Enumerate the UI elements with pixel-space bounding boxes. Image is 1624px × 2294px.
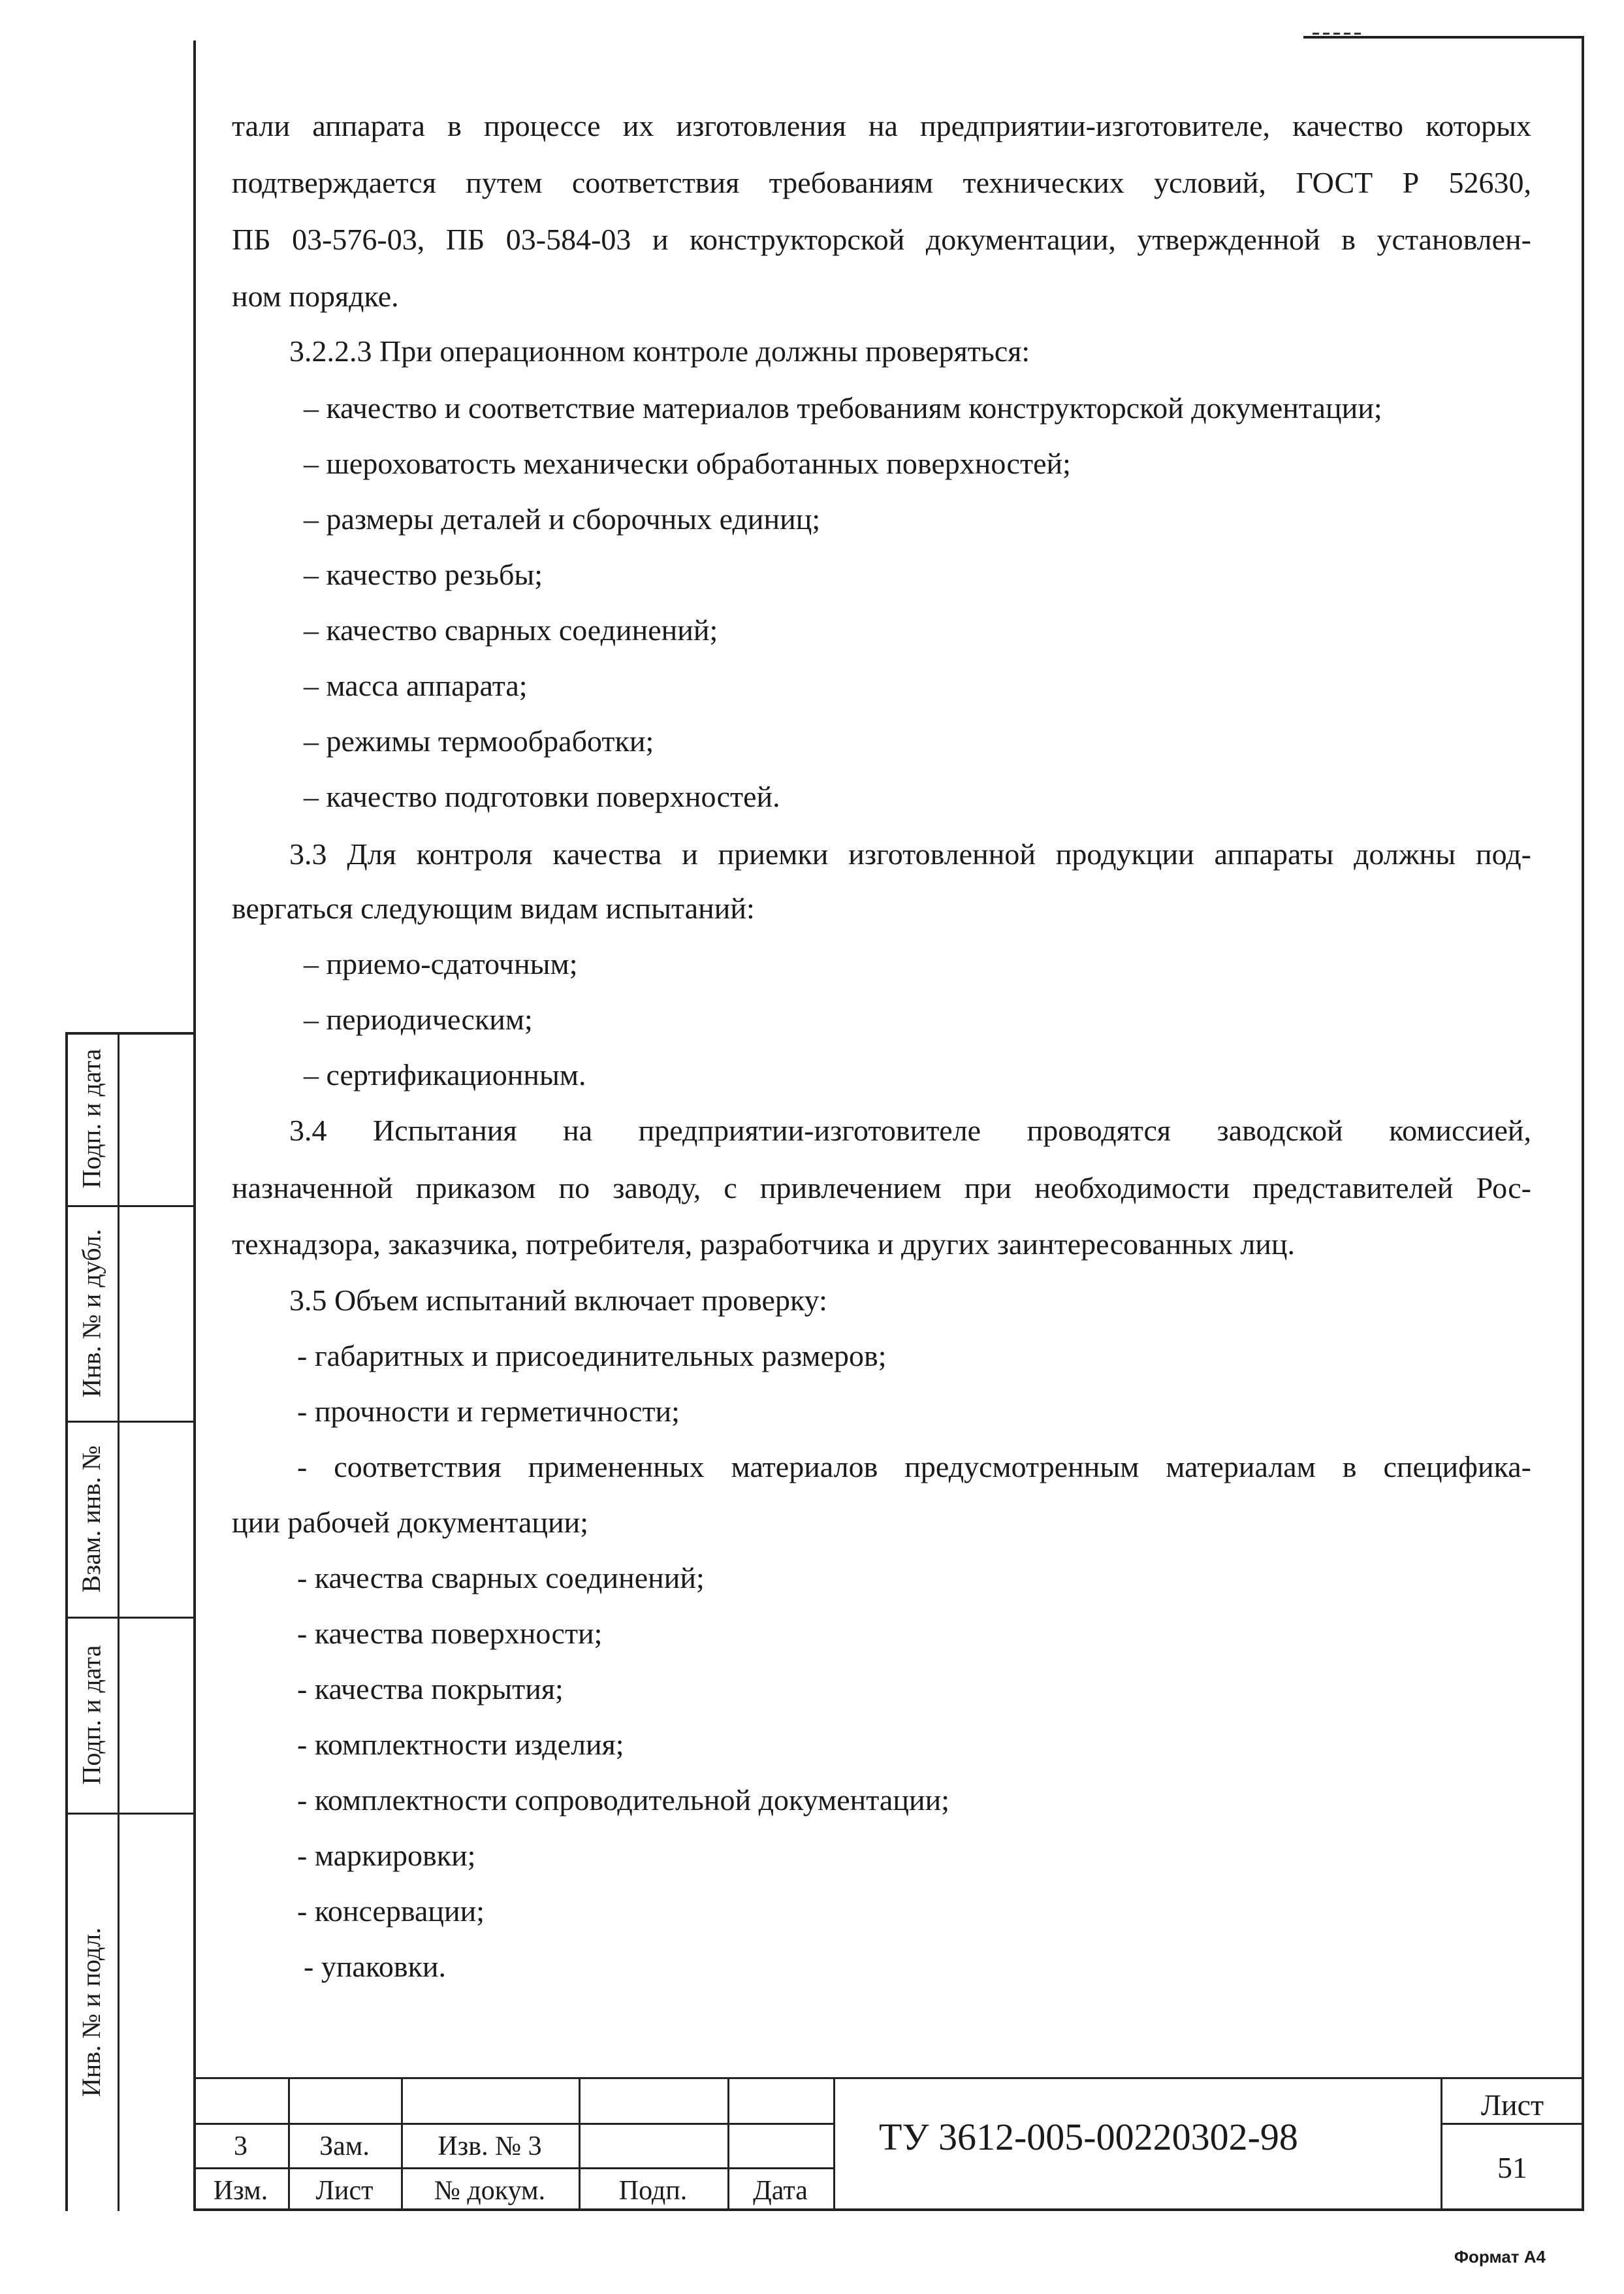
list-item: – периодическим; xyxy=(304,1003,533,1036)
side-label-inv-dup: Инв. № и дубл. xyxy=(76,1229,106,1397)
section-heading: 3.2.2.3 При операционном контроле должны проверяться: xyxy=(289,334,1030,368)
header-sheet: Лист xyxy=(315,2176,374,2206)
title-block-line xyxy=(1441,2123,1584,2125)
list-item: – размеры деталей и сборочных единиц; xyxy=(304,502,821,536)
list-item: - комплектности сопроводительной документации; xyxy=(297,1783,949,1817)
list-item: - соответствия примененных материалов предусмотренным материалам в специфика- xyxy=(297,1450,1531,1483)
list-item: – сертификационным. xyxy=(304,1058,586,1091)
rev-document: Изв. № 3 xyxy=(438,2131,542,2161)
list-item: – качество резьбы; xyxy=(304,558,543,591)
text-line: ции рабочей документации; xyxy=(232,1506,589,1539)
list-item: - упаковки. xyxy=(304,1950,447,1983)
list-item: - комплектности изделия; xyxy=(297,1728,624,1761)
side-label-sign-date-1: Подп. и дата xyxy=(76,1048,106,1189)
header-document: № докум. xyxy=(434,2176,546,2206)
header-change: Изм. xyxy=(213,2176,268,2206)
side-label-replace-inv: Взам. инв. № xyxy=(76,1445,106,1592)
text-line: 3.3 Для контроля качества и приемки изготовленной продукции аппараты должны под- xyxy=(289,837,1531,871)
title-block xyxy=(193,2077,1584,2211)
text-line: ПБ 03-576-03, ПБ 03-584-03 и конструкторской документации, утвержденной в установлен- xyxy=(232,223,1531,256)
header-signature: Подп. xyxy=(618,2176,688,2206)
document-code: ТУ 3612-005-00220302-98 xyxy=(879,2116,1298,2158)
list-item: - качества поверхности; xyxy=(297,1617,603,1650)
title-block-line xyxy=(833,2077,835,2211)
list-item: - прочности и герметичности; xyxy=(297,1395,680,1428)
list-item: - габаритных и присоединительных размеров; xyxy=(297,1339,887,1372)
sheet-number: 51 xyxy=(1497,2151,1527,2184)
list-item: - качества покрытия; xyxy=(297,1672,564,1705)
frame-top-gap xyxy=(193,33,1303,40)
text-line: вергаться следующим видам испытаний: xyxy=(232,892,755,925)
text-line: тали аппарата в процессе их изготовления на предприятии-изготовителе, качество которых xyxy=(232,109,1531,142)
list-item: – качество и соответствие материалов требованиям конструкторской документации; xyxy=(304,391,1382,425)
frame-top-dash xyxy=(1313,33,1365,35)
list-item: – приемо-сдаточным; xyxy=(304,947,578,980)
list-item: – качество сварных соединений; xyxy=(304,613,718,647)
header-date: Дата xyxy=(753,2176,808,2206)
section-heading: 3.5 Объем испытаний включает проверку: xyxy=(289,1284,827,1317)
list-item: - консервации; xyxy=(297,1894,485,1928)
list-item: - маркировки; xyxy=(297,1839,476,1872)
side-label-sign-date-2: Подп. и дата xyxy=(76,1645,106,1785)
list-item: – масса аппарата; xyxy=(304,669,528,702)
side-stamp-divider xyxy=(118,1032,119,2211)
list-item: – режимы термообработки; xyxy=(304,724,654,758)
list-item: – шероховатость механически обработанных поверхностей; xyxy=(304,447,1071,480)
text-line: 3.4 Испытания на предприятии-изготовителе проводятся заводской комиссией, xyxy=(289,1114,1531,1147)
text-line: назначенной приказом по заводу, с привлечением при необходимости представителей Рос- xyxy=(232,1171,1531,1204)
rev-sheet: Зам. xyxy=(319,2131,370,2161)
side-stamp xyxy=(65,1032,196,2211)
rev-change-number: 3 xyxy=(234,2131,247,2161)
side-label-inv-original: Инв. № и подл. xyxy=(76,1927,106,2097)
text-line: ном порядке. xyxy=(232,280,399,313)
list-item: – качество подготовки поверхностей. xyxy=(304,780,780,813)
text-line: подтверждается путем соответствия требованиям технических условий, ГОСТ Р 52630, xyxy=(232,166,1531,199)
sheet-label: Лист xyxy=(1480,2088,1544,2122)
list-item: - качества сварных соединений; xyxy=(297,1561,705,1594)
paper-format: Формат А4 xyxy=(1454,2247,1546,2267)
text-line: технадзора, заказчика, потребителя, разработчика и других заинтересованных лиц. xyxy=(232,1227,1296,1261)
